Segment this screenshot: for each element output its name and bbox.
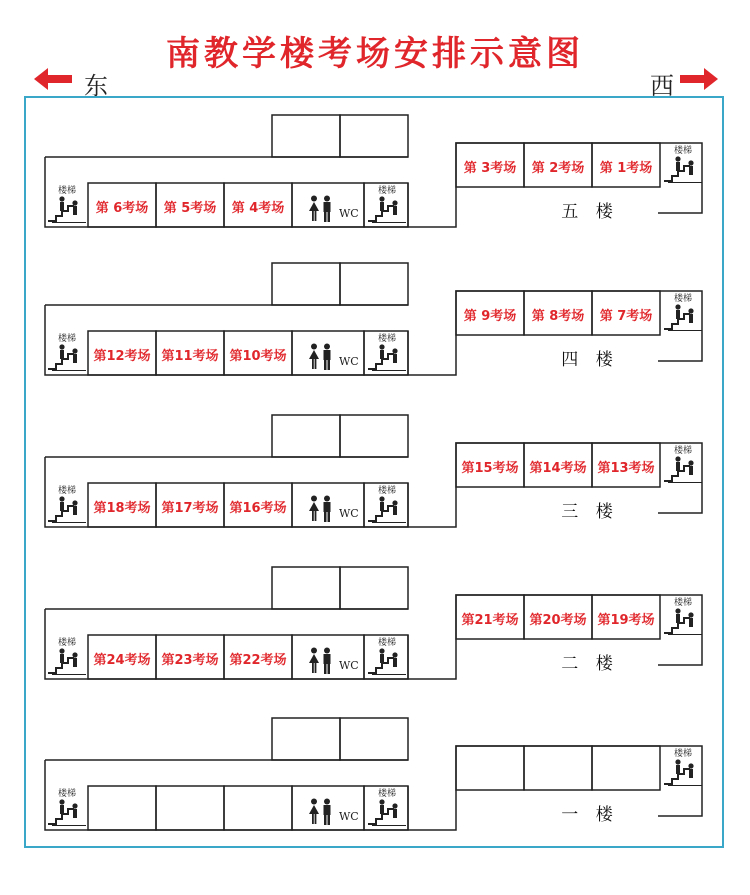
stairs-label: 楼梯 <box>57 486 76 496</box>
stairs-middle <box>366 183 408 225</box>
restroom-label: WC <box>339 355 359 368</box>
floor-4 <box>0 263 750 423</box>
stairs-label: 楼梯 <box>57 186 76 196</box>
exam-room: 第 3考场 <box>463 160 517 176</box>
floor-label: 四 楼 <box>561 350 619 370</box>
stairs-icon <box>368 647 406 675</box>
restroom-icon <box>306 495 336 523</box>
stairs-east <box>46 635 88 677</box>
stairs-west <box>662 443 704 485</box>
exam-room <box>88 788 156 830</box>
exam-room: 第19考场 <box>597 612 655 628</box>
exam-room: 第 9考场 <box>463 308 517 324</box>
floor-5 <box>0 115 750 275</box>
stairs-west <box>662 291 704 333</box>
stairs-icon <box>48 798 86 826</box>
stairs-west <box>662 143 704 185</box>
direction-east: 东 <box>84 72 108 100</box>
stairs-icon <box>368 343 406 371</box>
stairs-east <box>46 183 88 225</box>
stairs-label: 楼梯 <box>57 789 76 799</box>
stairs-label: 楼梯 <box>377 186 396 196</box>
stairs-label: 楼梯 <box>673 749 692 759</box>
exam-room: 第 2考场 <box>531 160 585 176</box>
exam-room: 第15考场 <box>461 460 519 476</box>
exam-room: 第10考场 <box>229 348 287 364</box>
floor-3 <box>0 415 750 575</box>
exam-room: 第 7考场 <box>599 308 653 324</box>
exam-room: 第21考场 <box>461 612 519 628</box>
stairs-icon <box>48 343 86 371</box>
floor-label: 三 楼 <box>561 502 619 522</box>
stairs-icon <box>48 195 86 223</box>
stairs-icon <box>368 495 406 523</box>
stairs-label: 楼梯 <box>57 638 76 648</box>
exam-room: 第17考场 <box>161 500 219 516</box>
exam-room: 第18考场 <box>93 500 151 516</box>
stairs-label: 楼梯 <box>377 486 396 496</box>
stairs-east <box>46 483 88 525</box>
exam-room: 第20考场 <box>529 612 587 628</box>
stairs-icon <box>664 303 702 331</box>
stairs-icon <box>48 647 86 675</box>
exam-room: 第 1考场 <box>599 160 653 176</box>
stairs-icon <box>664 455 702 483</box>
stairs-icon <box>368 195 406 223</box>
restroom-label: WC <box>339 507 359 520</box>
floor-label: 一 楼 <box>561 805 619 825</box>
exam-room <box>524 748 592 790</box>
floor-2 <box>0 567 750 727</box>
stairs-label: 楼梯 <box>673 446 692 456</box>
floor-label: 五 楼 <box>561 202 619 222</box>
exam-room: 第11考场 <box>161 348 219 364</box>
exam-room: 第23考场 <box>161 652 219 668</box>
stairs-west <box>662 595 704 637</box>
page-title: 南教学楼考场安排示意图 <box>166 34 584 74</box>
exam-room <box>592 748 660 790</box>
exam-room: 第16考场 <box>229 500 287 516</box>
restroom <box>294 185 362 227</box>
exam-room: 第 6考场 <box>95 200 149 216</box>
exam-room <box>456 748 524 790</box>
exam-room: 第24考场 <box>93 652 151 668</box>
exam-room: 第22考场 <box>229 652 287 668</box>
restroom <box>294 333 362 375</box>
exam-room: 第 5考场 <box>163 200 217 216</box>
restroom <box>294 637 362 679</box>
exam-room <box>156 788 224 830</box>
stairs-label: 楼梯 <box>57 334 76 344</box>
stairs-east <box>46 331 88 373</box>
arrow-right-icon <box>678 66 718 92</box>
restroom-icon <box>306 798 336 826</box>
stairs-label: 楼梯 <box>377 638 396 648</box>
stairs-middle <box>366 483 408 525</box>
exam-room: 第14考场 <box>529 460 587 476</box>
stairs-label: 楼梯 <box>673 598 692 608</box>
restroom <box>294 788 362 830</box>
stairs-middle <box>366 786 408 828</box>
stairs-icon <box>664 758 702 786</box>
stairs-icon <box>664 155 702 183</box>
stairs-label: 楼梯 <box>673 294 692 304</box>
stairs-icon <box>48 495 86 523</box>
stairs-label: 楼梯 <box>377 334 396 344</box>
restroom-label: WC <box>339 810 359 823</box>
restroom-icon <box>306 647 336 675</box>
direction-west: 西 <box>650 72 674 100</box>
restroom-icon <box>306 195 336 223</box>
exam-room: 第 4考场 <box>231 200 285 216</box>
restroom-label: WC <box>339 207 359 220</box>
exam-room: 第 8考场 <box>531 308 585 324</box>
stairs-middle <box>366 635 408 677</box>
stairs-label: 楼梯 <box>377 789 396 799</box>
exam-room <box>224 788 292 830</box>
stairs-east <box>46 786 88 828</box>
stairs-middle <box>366 331 408 373</box>
stairs-label: 楼梯 <box>673 146 692 156</box>
restroom-label: WC <box>339 659 359 672</box>
exam-room: 第13考场 <box>597 460 655 476</box>
arrow-left-icon <box>34 66 74 92</box>
stairs-icon <box>368 798 406 826</box>
exam-room: 第12考场 <box>93 348 151 364</box>
restroom-icon <box>306 343 336 371</box>
stairs-west <box>662 746 704 788</box>
restroom <box>294 485 362 527</box>
floor-label: 二 楼 <box>561 654 619 674</box>
stairs-icon <box>664 607 702 635</box>
floor-1 <box>0 718 750 878</box>
